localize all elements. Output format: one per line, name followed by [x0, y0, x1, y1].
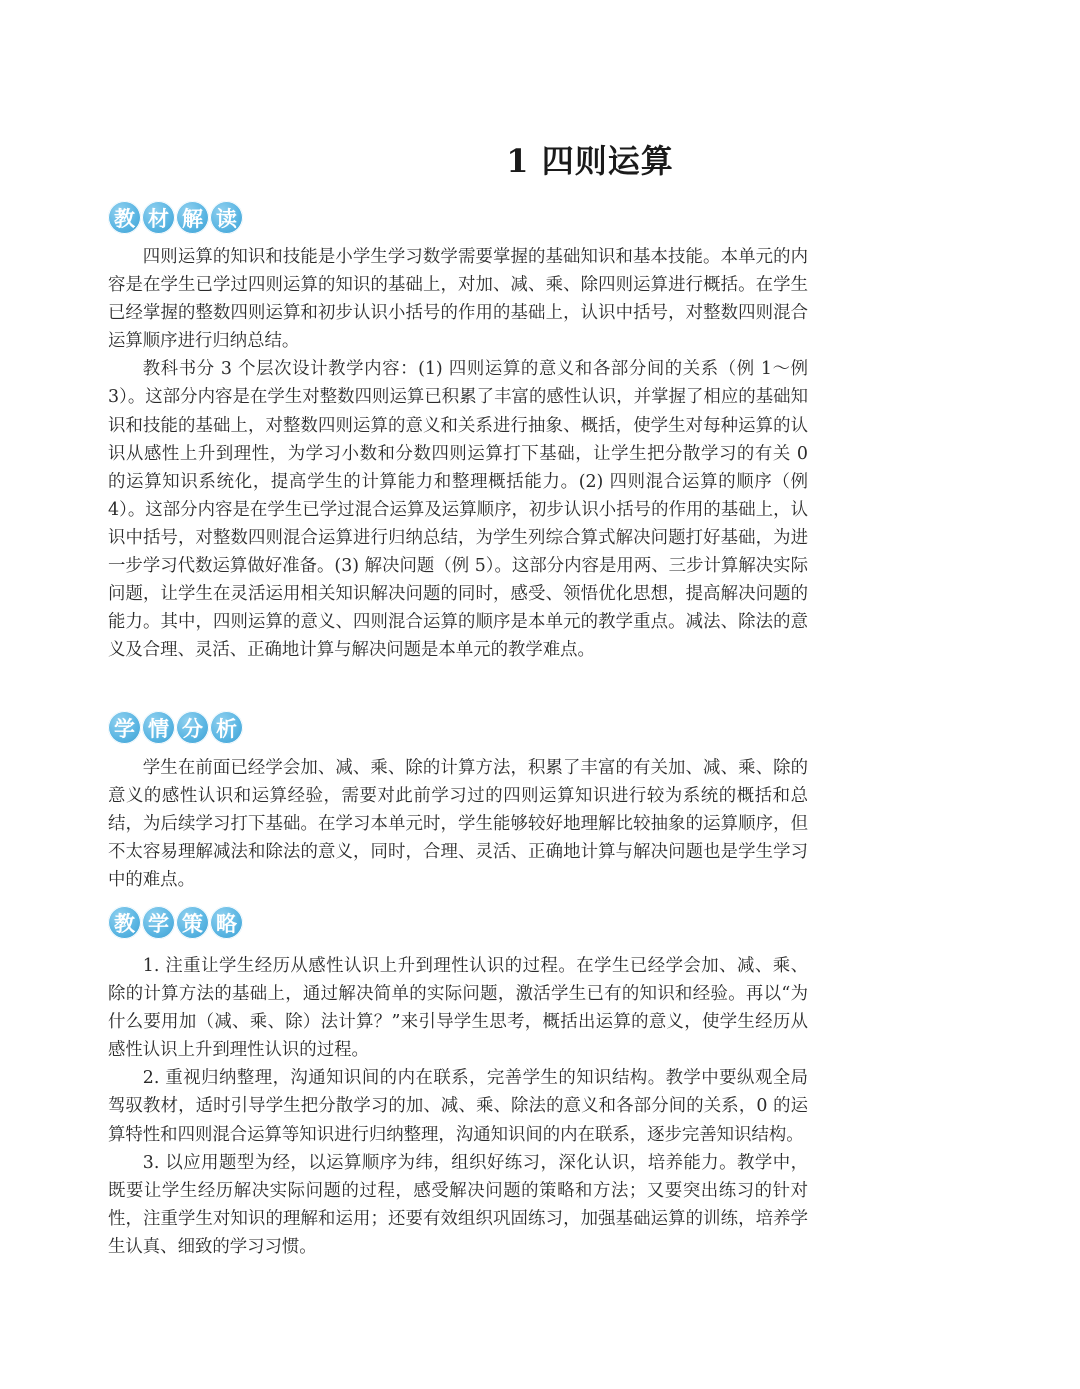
heading-char: 学 [108, 711, 141, 744]
heading-char: 材 [142, 201, 175, 234]
heading-char: 分 [176, 711, 209, 744]
heading-char: 解 [176, 201, 209, 234]
paragraph: 四则运算的知识和技能是小学生学习数学需要掌握的基础知识和基本技能。本单元的内容是在学生已学过四则运算的知识的基础上，对加、减、乘、除四则运算进行概括。在学生已经掌握的整数四则运算和初步认识小括号的作用的基础上，认识中括号，对整数四则混合运算顺序进行归纳总结。 [108, 247, 808, 352]
page-title: 1 四则运算 [506, 142, 674, 180]
section-heading-learning-analysis [108, 711, 243, 744]
section-body-teaching-strategy [108, 952, 808, 1261]
paragraph: 教科书分 3 个层次设计教学内容：(1) 四则运算的意义和各部分间的关系（例 1～例 3）。这部分内容是在学生对整数四则运算已积累了丰富的感性认识，并掌握了相应的基础知识和技能的基础上，对整数四则运算的意义和关系进行抽象、概括，使学生对每种运算的认识从感性上升到理性，为学习小数和分数四则运算打下基础，让学生把分散学习的有关 0 的运算知识系统化，提高学生的计算能力和整理概括能力。(2) 四则混合运算的顺序（例 4）。这部分内容是在学生已学过混合运算及运算顺序，初步认识小括号的作用的基础上，认识中括号，对整数四则混合运算进行归纳总结，为学生列综合算式解决问题打好基础，为进一步学习代数运算做好准备。(3) 解决问题（例 5）。这部分内容是用两、三步计算解决实际问题，让学生在灵活运用相关知识解决问题的同时，感受、领悟优化思想，提高解决问题的能力。其中，四则运算的意义、四则混合运算的顺序是本单元的教学重点。减法、除法的意义及合理、灵活、正确地计算与解决问题是本单元的教学难点。 [108, 359, 808, 661]
heading-char: 情 [142, 711, 175, 744]
heading-char: 略 [210, 906, 243, 939]
paragraph: 2. 重视归纳整理，沟通知识间的内在联系，完善学生的知识结构。教学中要纵观全局驾驭教材，适时引导学生把分散学习的加、减、乘、除法的意义和各部分间的关系，0 的运算特性和四则混合运算等知识进行归纳整理，沟通知识间的内在联系，逐步完善知识结构。 [108, 1068, 808, 1145]
heading-char: 学 [142, 906, 175, 939]
heading-char: 读 [210, 201, 243, 234]
section-body-learning-analysis [108, 754, 808, 894]
heading-char: 教 [108, 201, 141, 234]
section-heading-textbook-reading [108, 201, 243, 234]
paragraph: 3. 以应用题型为经，以运算顺序为纬，组织好练习，深化认识，培养能力。教学中，既要让学生经历解决实际问题的过程，感受解决问题的策略和方法；又要突出练习的针对性，注重学生对知识的理解和运用；还要有效组织巩固练习，加强基础运算的训练，培养学生认真、细致的学习习惯。 [108, 1152, 808, 1257]
heading-char: 析 [210, 711, 243, 744]
heading-char: 教 [108, 906, 141, 939]
heading-char: 策 [176, 906, 209, 939]
section-heading-teaching-strategy [108, 906, 243, 939]
paragraph: 1. 注重让学生经历从感性认识上升到理性认识的过程。在学生已经学会加、减、乘、除的计算方法的基础上，通过解决简单的实际问题，激活学生已有的知识和经验。再以“为什么要用加（减、乘、除）法计算？”来引导学生思考，概括出运算的意义，使学生经历从感性认识上升到理性认识的过程。 [108, 956, 808, 1061]
section-body-textbook-reading [108, 243, 808, 664]
paragraph: 学生在前面已经学会加、减、乘、除的计算方法，积累了丰富的有关加、减、乘、除的意义的感性认识和运算经验，需要对此前学习过的四则运算知识进行较为系统的概括和总结，为后续学习打下基础。在学习本单元时，学生能够较好地理解比较抽象的运算顺序，但不太容易理解减法和除法的意义，同时，合理、灵活、正确地计算与解决问题也是学生学习中的难点。 [108, 758, 808, 891]
